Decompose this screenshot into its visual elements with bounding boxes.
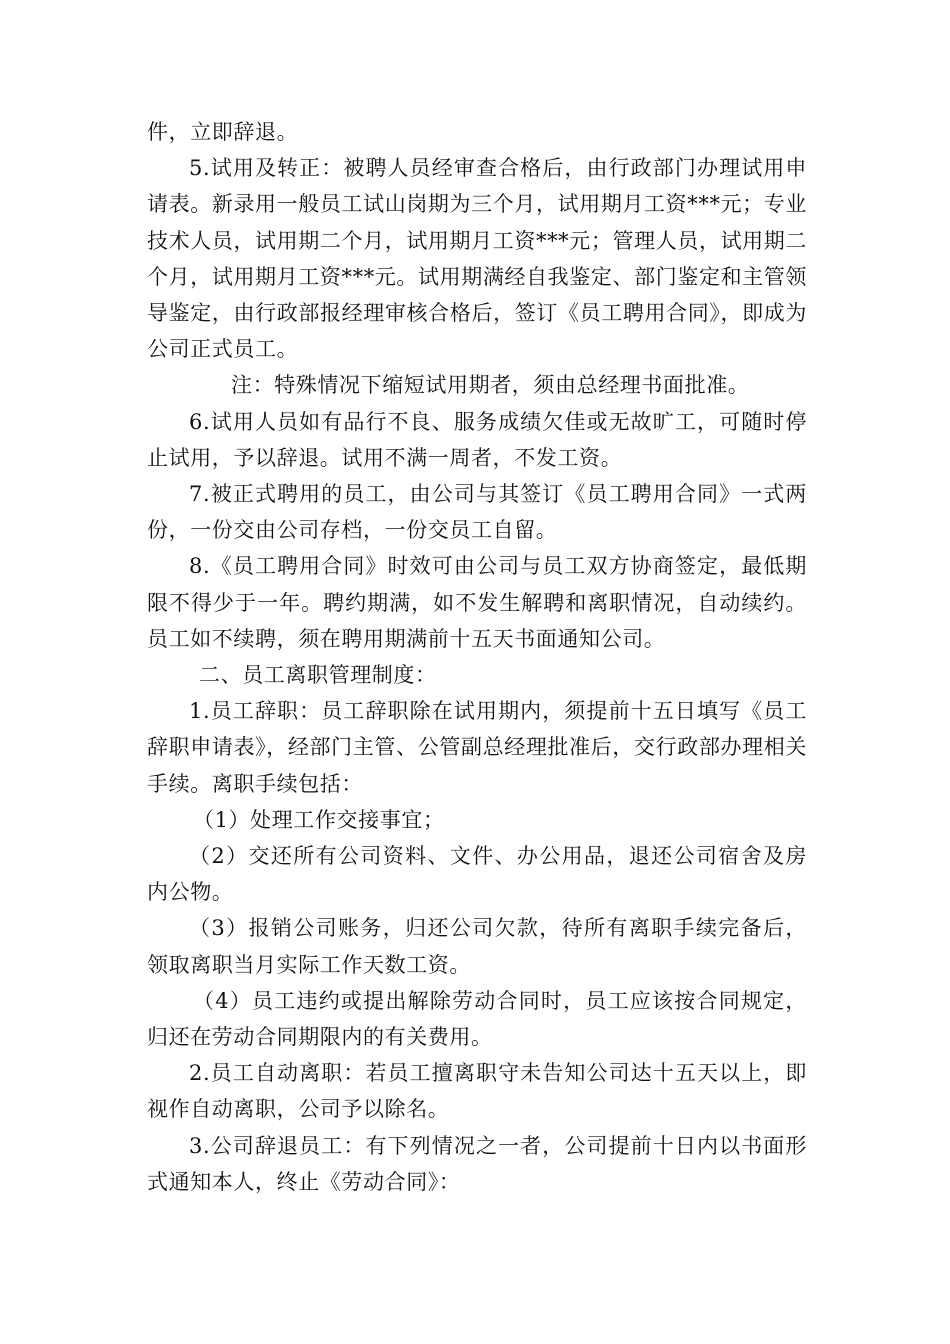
list-item-breach: （4）员工违约或提出解除劳动合同时，员工应该按合同规定，归还在劳动合同期限内的有关费用。 <box>147 988 807 1050</box>
paragraph-item-8: 8.《员工聘用合同》时效可由公司与员工双方协商签定，最低期限不得少于一年。聘约期满，如不发生解聘和离职情况，自动续约。员工如不续聘，须在聘用期满前十五天书面通知公司。 <box>147 554 807 651</box>
paragraph-resignation-3: 3.公司辞退员工：有下列情况之一者，公司提前十日内以书面形式通知本人，终止《劳动合同》： <box>147 1133 807 1194</box>
list-item-settle-accounts: （3）报销公司账务，归还公司欠款，待所有离职手续完备后，领取离职当月实际工作天数工资。 <box>147 916 807 977</box>
document-body <box>147 114 807 1200</box>
paragraph-continuation: 件，立即辞退。 <box>147 120 299 144</box>
list-item-handover: （1）处理工作交接事宜； <box>193 807 445 832</box>
paragraph-item-6: 6.试用人员如有品行不良、服务成绩欠佳或无故旷工，可随时停止试用，予以辞退。试用不满一周者，不发工资。 <box>147 409 807 470</box>
paragraph-item-5-probation: 5.试用及转正：被聘人员经审查合格后，由行政部门办理试用申请表。新录用一般员工试山岗期为三个月，试用期月工资***元；专业技术人员，试用期二个月，试用期月工资***元；管理人员，试用期二个月，试用期月工资***元。试用期满经自我鉴定、部门鉴定和主管领导鉴定，由行政部报经理审核合格后，签订《员工聘用合同》，即成为公司正式员工。 <box>147 156 807 362</box>
list-item-return-property: （2）交还所有公司资料、文件、办公用品，退还公司宿舍及房内公物。 <box>147 844 807 905</box>
section-heading-resignation: 二、员工离职管理制度： <box>199 663 437 688</box>
paragraph-resignation-1: 1.员工辞职：员工辞职除在试用期内，须提前十五日填写《员工辞职申请表》，经部门主管、公管副总经理批准后，交行政部办理相关手续。离职手续包括： <box>147 699 807 796</box>
paragraph-item-7: 7.被正式聘用的员工，由公司与其签订《员工聘用合同》一式两份，一份交由公司存档，一份交员工自留。 <box>147 482 807 543</box>
paragraph-note: 注：特殊情况下缩短试用期者，须由总经理书面批准。 <box>231 373 750 398</box>
paragraph-resignation-2: 2.员工自动离职：若员工擅离职守未告知公司达十五天以上，即视作自动离职，公司予以除名。 <box>147 1061 807 1122</box>
